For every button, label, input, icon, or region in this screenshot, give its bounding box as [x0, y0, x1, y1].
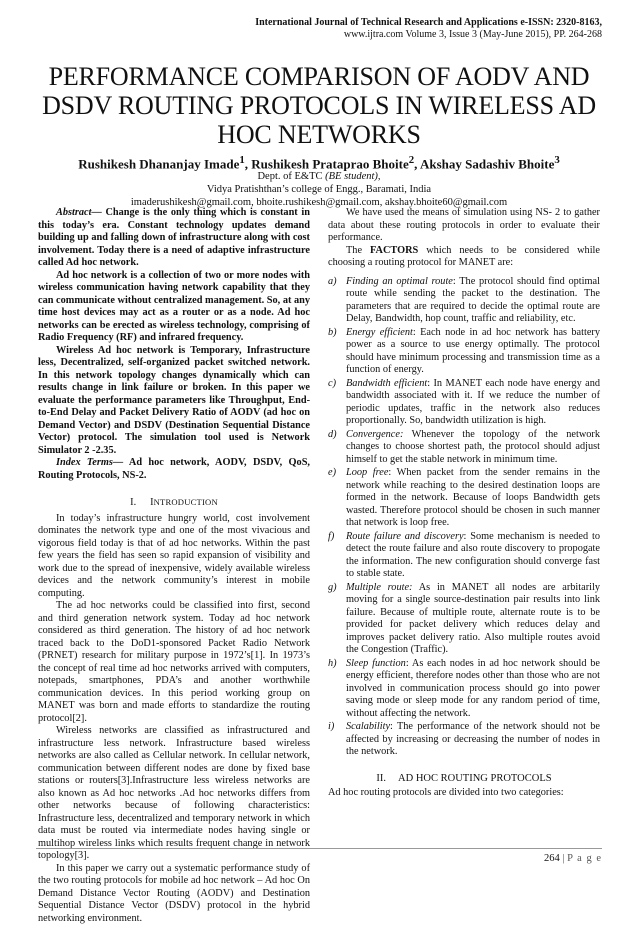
abstract-paragraph: Ad hoc network is a collection of two or more nodes with wireless communication having network capability that they can communicate without centralized management. So, at any time host devices may act as a router or as a node. Ad hoc networks can be erected as wireless technology, comprising of Radio Frequency (RF) and infrared frequency.	[38, 270, 310, 345]
section-title-initial: I	[150, 497, 153, 508]
body-paragraph: In today’s infrastructure hungry world, cost involvement dominates the network type and one of the most vivacious and vigorous field today is that of ad hoc networks. Within the past few years the field has seen so rapid expansion of visibility and work due to the spread of inexpensive, widely available wireless devices and the network community’s interest in mobile computing.	[38, 513, 310, 601]
college: Vidya Pratishthan’s college of Engg., Baramati, India	[20, 183, 618, 196]
factor-item	[328, 721, 600, 759]
right-column	[328, 207, 600, 800]
factor-body	[346, 531, 600, 581]
factor-marker: i)	[328, 721, 346, 759]
author-separator: ,	[414, 156, 420, 171]
factor-marker: e)	[328, 467, 346, 530]
factor-body	[346, 721, 600, 759]
factor-item	[328, 327, 600, 377]
department: Dept. of E&TC	[257, 171, 325, 182]
factor-body	[346, 467, 600, 530]
factor-item	[328, 658, 600, 721]
factor-item	[328, 429, 600, 467]
body-paragraph: Ad hoc routing protocols are divided into two categories:	[328, 787, 600, 800]
author-3-mark: 3	[554, 154, 559, 166]
section-title-rest: NTRODUCTION	[154, 497, 218, 507]
factor-label: Route failure and discovery	[346, 531, 464, 542]
section-heading-introduction	[38, 496, 310, 510]
body-paragraph: The ad hoc networks could be classified into first, second and third generation network system. Today ad hoc network considered as third generation. The history of ad hoc network traced back to the DoD1-sponsored Packet Radio Network (PRNET) research for military purpose in 1972’s[1]. In 1973’s the concept of real time ad hoc networks arrived with computers, notepads, smartphones, PDA’s and another worthwhile communication devices. In this period working group on MANET was born and made efforts to standardize the routing protocol[2].	[38, 600, 310, 725]
factor-label: Finding an optimal route	[346, 276, 453, 287]
factor-marker: b)	[328, 327, 346, 377]
department-role: (BE student),	[325, 171, 380, 182]
factor-marker: d)	[328, 429, 346, 467]
body-paragraph: We have used the means of simulation using NS- 2 to gather data about these routing protocols in order to evaluate their performance.	[328, 207, 600, 245]
body-paragraph: The FACTORS which needs to be considered while choosing a routing protocol for MANET are:	[328, 245, 600, 270]
author-1: Rushikesh Dhananjay Imade	[78, 156, 239, 171]
journal-header	[42, 17, 602, 41]
factor-marker: g)	[328, 582, 346, 657]
section-title: AD HOC ROUTING PROTOCOLS	[398, 773, 552, 784]
page-footer	[544, 853, 602, 864]
factor-body	[346, 429, 600, 467]
journal-name: International Journal of Technical Research and Applications	[255, 17, 518, 28]
factor-text: : Each node in ad hoc network has battery power as a source to use energy optimally. The protocol should have minimum processing and transmission time as a function of energy.	[346, 327, 600, 376]
factor-text: : As each nodes in ad hoc network should be energy efficient, therefore nodes other than those who are not involved in communication process should go into power saving mode or sleep mode for any random period of time, without affecting the network.	[346, 658, 600, 719]
author-1-mark: 1	[239, 154, 244, 166]
factor-label: Energy efficient	[346, 327, 413, 338]
factor-text: : The protocol should find optimal route while sending the packet to the destination. The parameters that are required to decide the optimal route are Delay, Bandwidth, hop count, traffic and reliability, etc.	[346, 276, 600, 325]
factor-label: Sleep function	[346, 658, 406, 669]
factor-marker: f)	[328, 531, 346, 581]
factor-marker: a)	[328, 276, 346, 326]
section-heading-routing-protocols	[328, 773, 600, 786]
factor-list	[328, 276, 600, 759]
abstract-paragraph: Abstract— Change is the only thing which is constant in this today’s era. Constant technology updates demand building up and falling down of infrastructure along with cost involvement. Today there is a need of adaptive infrastructure called Ad hoc network.	[38, 207, 310, 270]
affiliation	[20, 170, 618, 209]
factor-text: : Some mechanism is needed to detect the route failure and also route discovery to propogate the information. The new configuration should converge fast to stable state.	[346, 531, 600, 580]
factor-marker: c)	[328, 378, 346, 428]
author-3: Akshay Sadashiv Bhoite	[420, 156, 554, 171]
footer-divider	[36, 848, 602, 849]
journal-issn: e-ISSN: 2320-8163,	[518, 17, 602, 28]
index-terms-label: Index Terms—	[56, 457, 123, 468]
factor-item	[328, 582, 600, 657]
author-emails: imaderushikesh@gmail.com, bhoite.rushikesh@gmail.com, akshay.bhoite60@gmail.com	[20, 196, 618, 209]
journal-volume: www.ijtra.com Volume 3, Issue 3 (May-June 2015), PP. 264-268	[42, 29, 602, 41]
factor-text: : When packet from the sender remains in the network while reaching to the desired destination loops are formed in the network. Because of loops Bandwidth gets wasted. Therefore protocol should be chosen in such manner that network is loop free.	[346, 467, 600, 528]
factor-body	[346, 658, 600, 721]
factors-keyword: FACTORS	[370, 245, 418, 256]
factor-item	[328, 531, 600, 581]
factor-label: Scalability	[346, 721, 390, 732]
factor-text: : In MANET each node have energy and bandwidth associated with it. If we reduce the number of periodic updates, traffic in the network also reduces proportionally. So, bandwidth utilization is high.	[346, 378, 600, 427]
factor-text: As in MANET all nodes are arbitarily moving for a single source-destination pair results into link failure. Because of multiple route, alternate route is to be provided for packet delivery which reduces delay and improves packet delivery ratio. Also multiple routes avoid the Congestion (Traffic).	[346, 582, 600, 656]
index-terms: Index Terms— Ad hoc network, AODV, DSDV, QoS, Routing Protocols, NS-2.	[38, 457, 310, 482]
page-number: 264	[544, 853, 560, 864]
abstract-label: Abstract—	[56, 207, 102, 218]
author-separator: ,	[245, 156, 252, 171]
factor-body	[346, 276, 600, 326]
author-2-mark: 2	[409, 154, 414, 166]
factor-text: : The performance of the network should not be affected by increasing or decreasing the number of nodes in the network.	[346, 721, 600, 757]
author-2: Rushikesh Prataprao Bhoite	[251, 156, 408, 171]
abstract-paragraph: Wireless Ad hoc network is Temporary, Infrastructure less, Decentralized, self-organized packet switched network. In this network topology changes dynamically which can results change in link failure or broken. In this paper we evaluate the performance parameters like Throughput, End-to-End Delay and Packet Delivery Ratio of AODV (ad hoc on Demand Vector) and DSDV (Destination Sequential Distance Vector) protocol. The simulation tool used is Network Simulator 2 -2.35.	[38, 345, 310, 458]
factor-text: Whenever the topology of the network changes to choose shortest path, the protocol should adjust himself to get the stable network in minimum time.	[346, 429, 600, 465]
body-paragraph: In this paper we carry out a systematic performance study of the two routing protocols for mobile ad hoc network – Ad hoc On Demand Distance Vector Routing (AODV) and Destination Sequential Distance Vector (DSDV) protocol in the hybrid networking environment.	[38, 863, 310, 925]
factor-item	[328, 467, 600, 530]
factor-body	[346, 327, 600, 377]
factor-label: Bandwidth efficient	[346, 378, 427, 389]
factor-label: Loop free	[346, 467, 388, 478]
page-label: P a g e	[567, 853, 602, 864]
paper-title: PERFORMANCE COMPARISON OF AODV AND DSDV ROUTING PROTOCOLS IN WIRELESS AD HOC NETWORKS	[20, 62, 618, 149]
body-paragraph: Wireless networks are classified as infrastructured and infrastructure less network. Infrastructure based wireless networks are also called as Cellular network. In cellular network, communication between different nodes are done by fixed base stations or routers[3].Infrastructure less wireless networks are also known as Ad hoc networks .Ad hoc networks differs from other networks because of following characteristics: Infrastructure less, decentralized and temporary network in which data must be routed via intermediate nodes having single or multihop wireless links which results frequent change in network topology[3].	[38, 725, 310, 863]
factor-body	[346, 378, 600, 428]
left-column	[38, 207, 310, 925]
factor-item	[328, 276, 600, 326]
footer-pipe: |	[560, 853, 567, 864]
section-number: I.	[130, 497, 136, 508]
factor-marker: h)	[328, 658, 346, 721]
factor-item	[328, 378, 600, 428]
factor-label: Convergence:	[346, 429, 403, 440]
factor-label: Multiple route:	[346, 582, 412, 593]
factor-body	[346, 582, 600, 657]
section-number: II.	[376, 773, 386, 784]
